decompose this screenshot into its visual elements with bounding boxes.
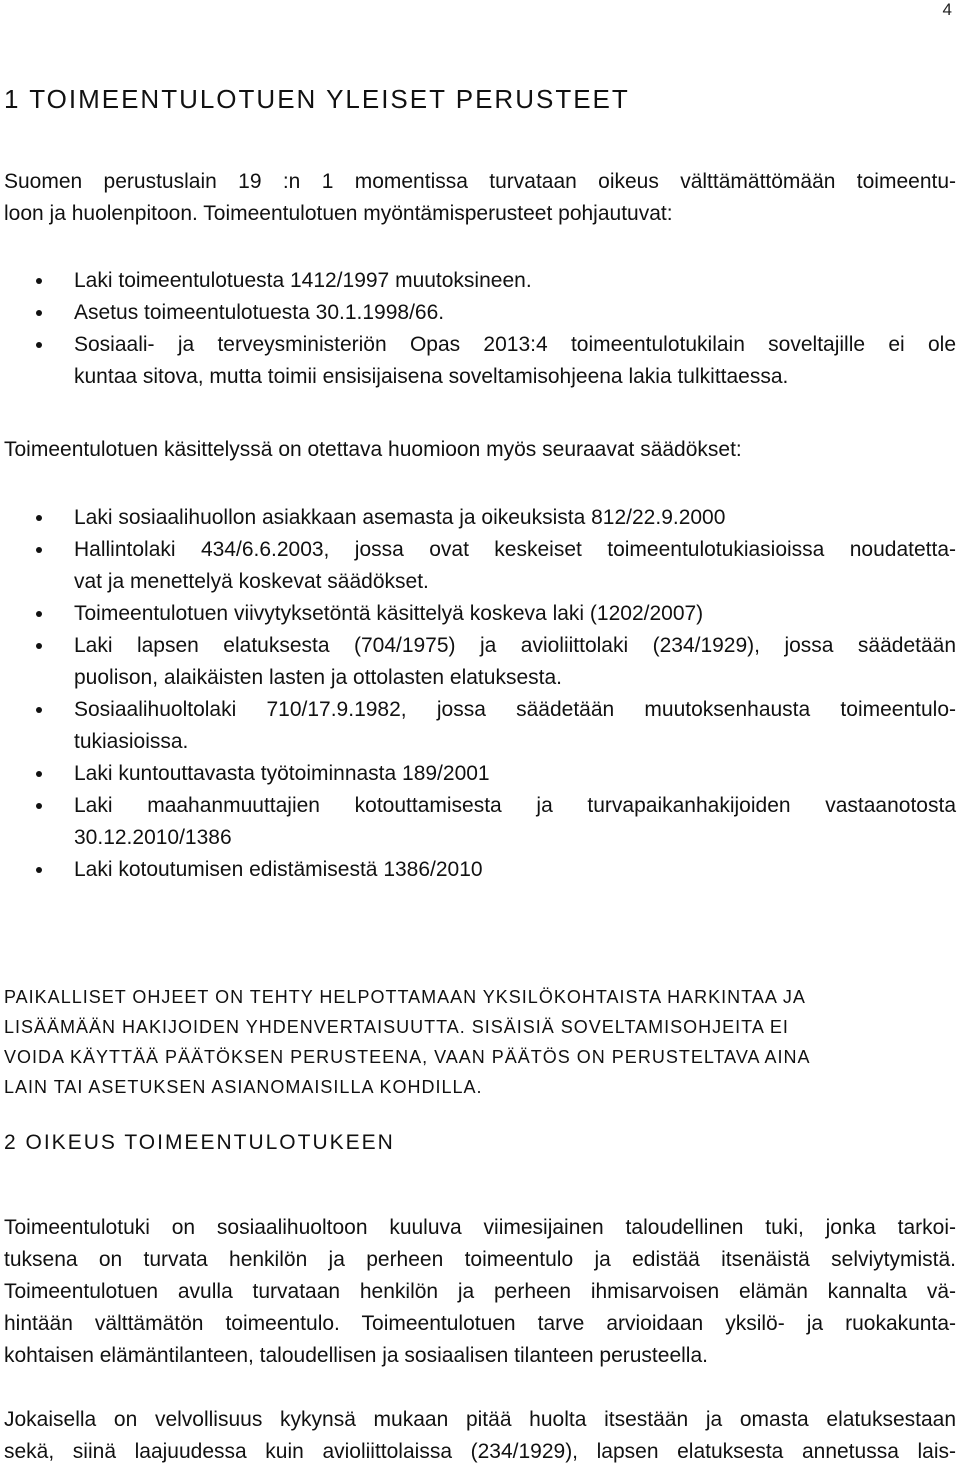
text-line: Sosiaali- ja terveysministeriön Opas 2013:4 toimeentulotukilain soveltajille ei ole bbox=[74, 333, 956, 356]
list-item bbox=[0, 630, 956, 694]
list-item bbox=[0, 297, 956, 329]
text-line: Asetus toimeentulotuesta 30.1.1998/66. bbox=[74, 301, 445, 324]
statutes-list bbox=[0, 502, 956, 886]
legal-bases-list bbox=[0, 265, 956, 393]
text-line: Hallintolaki 434/6.6.2003, jossa ovat keskeiset toimeentulotukiasioissa noudatetta- bbox=[74, 538, 956, 561]
text-line: tuksena on turvata henkilön ja perheen toimeentulo ja edistää itsenäistä selviytymistä. bbox=[4, 1248, 956, 1271]
list-item bbox=[0, 598, 956, 630]
list-item bbox=[0, 758, 956, 790]
section-2-heading: 2 OIKEUS TOIMEENTULOTUKEEN bbox=[4, 1131, 395, 1154]
text-line: Laki lapsen elatuksesta (704/1975) ja avioliittolaki (234/1929), jossa säädetään bbox=[74, 634, 956, 657]
list-item bbox=[0, 534, 956, 598]
section-1-heading: 1 TOIMEENTULOTUEN YLEISET PERUSTEET bbox=[4, 84, 630, 114]
text-line: Laki toimeentulotuesta 1412/1997 muutoksineen. bbox=[74, 269, 532, 292]
text-line: puolison, alaikäisten lasten ja ottolasten elatuksesta. bbox=[74, 666, 562, 689]
text-line: tukiasioissa. bbox=[74, 730, 189, 753]
text-line: hintään välttämätön toimeentulo. Toimeentulotuen tarve arvioidaan yksilö- ja ruokakunta- bbox=[4, 1312, 956, 1335]
text-line: Laki sosiaalihuollon asiakkaan asemasta ja oikeuksista 812/22.9.2000 bbox=[74, 506, 726, 529]
text-line: Toimeentulotuen viivytyksetöntä käsittelyä koskeva laki (1202/2007) bbox=[74, 602, 704, 625]
text-line: Laki kuntouttavasta työtoiminnasta 189/2001 bbox=[74, 762, 490, 785]
obligation-paragraph bbox=[4, 1404, 956, 1468]
list-item bbox=[0, 502, 956, 534]
text-line: Toimeentulotuen käsittelyssä on otettava huomioon myös seuraavat säädökset: bbox=[4, 438, 742, 461]
local-guidelines-notice bbox=[4, 982, 956, 1102]
text-line: loon ja huolenpitoon. Toimeentulotuen myöntämisperusteet pohjautuvat: bbox=[4, 202, 673, 225]
text-line: 30.12.2010/1386 bbox=[74, 826, 232, 849]
text-line: Toimeentulotuki on sosiaalihuoltoon kuuluva viimesijainen taloudellinen tuki, jonka tarkoi- bbox=[4, 1216, 956, 1239]
page-number: 4 bbox=[942, 0, 952, 19]
text-line: kohtaisen elämäntilanteen, taloudellisen ja sosiaalisen tilanteen perusteella. bbox=[4, 1344, 708, 1367]
text-line: Jokaisella on velvollisuus kykynsä mukaan pitää huolta itsestään ja omasta elatuksestaan bbox=[4, 1408, 956, 1431]
text-line: LISÄÄMÄÄN HAKIJOIDEN YHDENVERTAISUUTTA. SISÄISIÄ SOVELTAMISOHJEITA EI bbox=[4, 1017, 789, 1037]
text-line: Laki kotoutumisen edistämisestä 1386/2010 bbox=[74, 858, 483, 881]
text-line: VOIDA KÄYTTÄÄ PÄÄTÖKSEN PERUSTEENA, VAAN PÄÄTÖS ON PERUSTELTAVA AINA bbox=[4, 1047, 811, 1067]
text-line: Sosiaalihuoltolaki 710/17.9.1982, jossa säädetään muutoksenhausta toimeentulo- bbox=[74, 698, 956, 721]
statutes-intro bbox=[4, 434, 956, 466]
intro-paragraph bbox=[4, 166, 956, 230]
text-line: vat ja menettelyä koskevat säädökset. bbox=[74, 570, 429, 593]
right-to-support-paragraph bbox=[4, 1212, 956, 1372]
list-item bbox=[0, 694, 956, 758]
list-item bbox=[0, 790, 956, 854]
list-item bbox=[0, 265, 956, 297]
text-line: sekä, siinä laajuudessa kuin avioliittolaissa (234/1929), lapsen elatuksesta annetussa lais- bbox=[4, 1440, 956, 1463]
list-item bbox=[0, 329, 956, 393]
text-line: Toimeentulotuen avulla turvataan henkilön ja perheen ihmisarvoisen elämän kannalta vä- bbox=[4, 1280, 956, 1303]
list-item bbox=[0, 854, 956, 886]
text-line: LAIN TAI ASETUKSEN ASIANOMAISILLA KOHDILLA. bbox=[4, 1077, 483, 1097]
text-line: Laki maahanmuuttajien kotouttamisesta ja turvapaikanhakijoiden vastaanotosta bbox=[74, 794, 956, 817]
text-line: kuntaa sitova, mutta toimii ensisijaisena soveltamisohjeena lakia tulkittaessa. bbox=[74, 365, 789, 388]
text-line: PAIKALLISET OHJEET ON TEHTY HELPOTTAMAAN YKSILÖKOHTAISTA HARKINTAA JA bbox=[4, 987, 806, 1007]
text-line: Suomen perustuslain 19 :n 1 momentissa turvataan oikeus välttämättömään toimeentu- bbox=[4, 170, 956, 193]
